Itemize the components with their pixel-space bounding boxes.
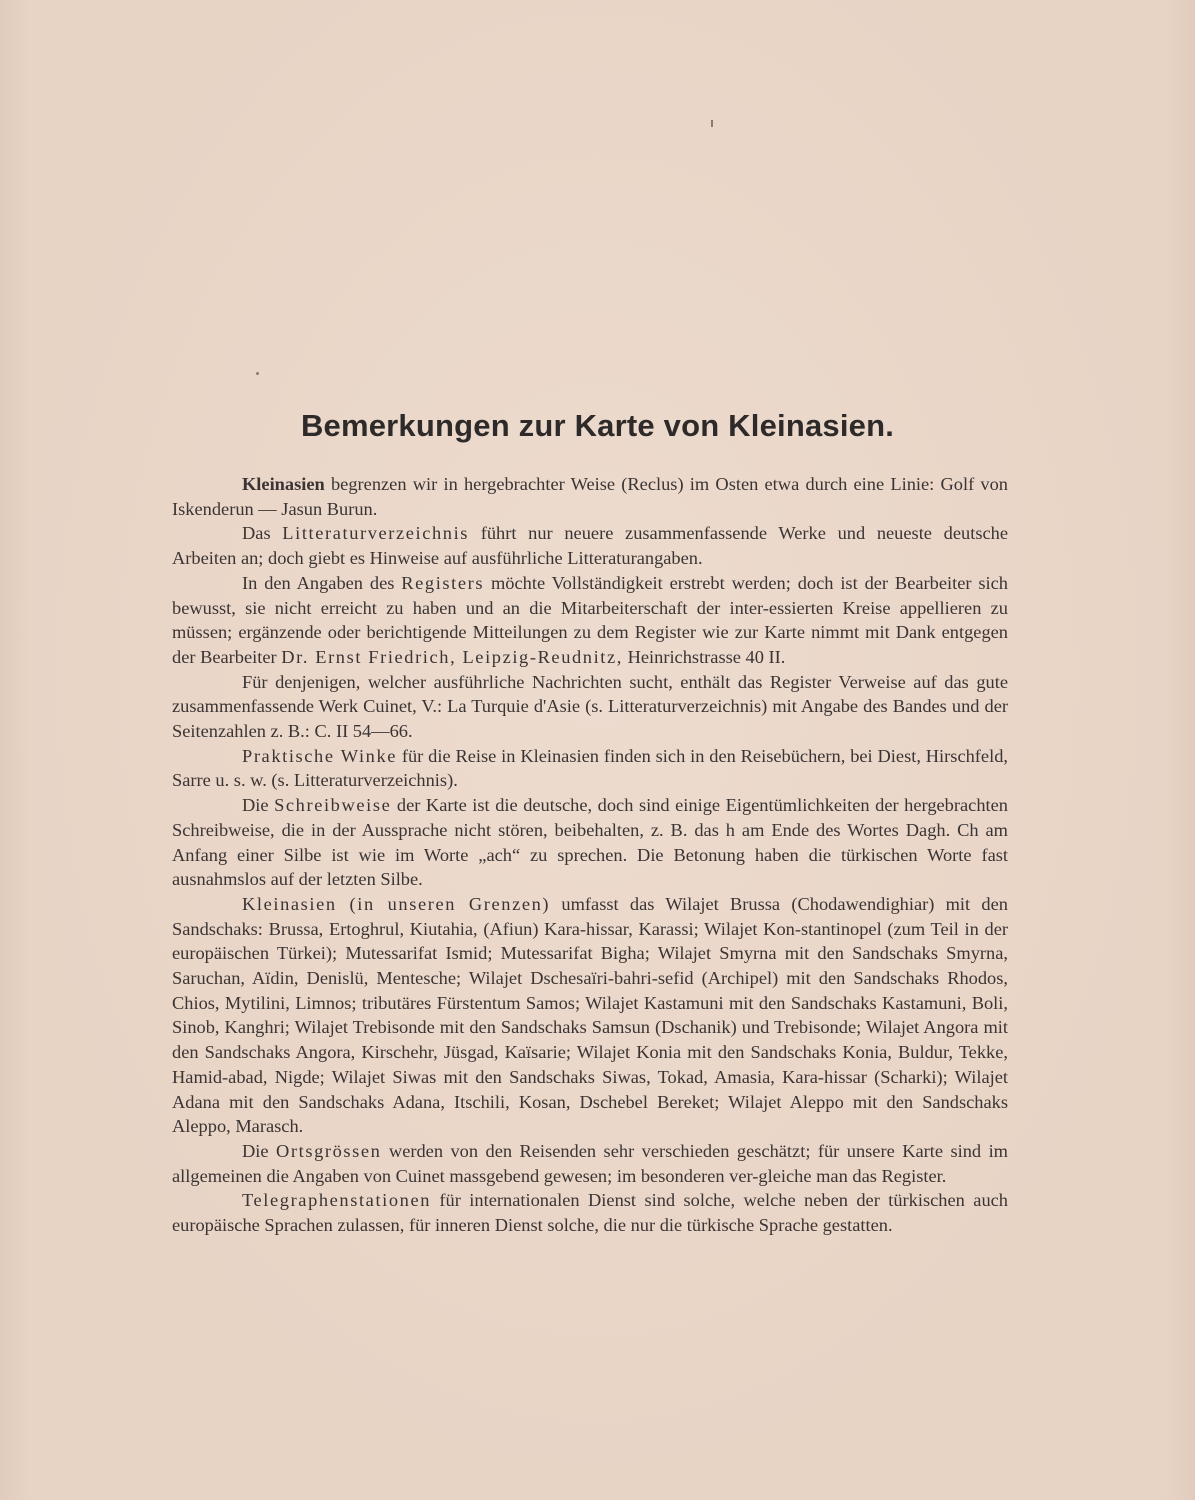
paragraph-text: Das — [242, 523, 283, 544]
document-body — [172, 472, 1008, 1238]
page-title: Bemerkungen zur Karte von Kleinasien. — [300, 408, 895, 443]
paragraph-text: führt nur neuere zusammenfassende Werke und neueste deutsche Arbeiten an; doch giebt es Hinweise auf ausführliche Litteraturangaben. — [172, 523, 1008, 569]
paragraph-text: Heinrichstrasse 40 II. — [622, 646, 786, 667]
paragraph-text: Die — [242, 1140, 276, 1161]
body-paragraph — [172, 670, 1008, 744]
paragraph-text: begrenzen wir in hergebrachter Weise (Reclus) im Osten etwa durch eine Linie: Golf von Iskenderun — Jasun Burun. — [172, 474, 1008, 519]
ink-speck — [711, 120, 713, 127]
paragraph-text: Für denjenigen, welcher ausführliche Nachrichten sucht, enthält das Register Verweise auf das gute zusammenfassende Werk Cuinet, V.: La Turquie d'Asie (s. Litteraturverzeichnis) mit Angabe des Bandes und der Seitenzahlen z. B.: C. II 54—66. — [172, 671, 1008, 742]
body-paragraph — [172, 892, 1008, 1139]
paragraph-lead: Kleinasien — [242, 474, 325, 494]
emphasized-term: Praktische Winke — [242, 745, 398, 766]
paragraph-text: umfasst das Wilajet Brussa (Chodawendighiar) mit den Sandschaks: Brussa, Ertoghrul, Kiutahia, (Afiun) Kara-hissar, Karassi; Wilajet Kon-stantinopel (zum Teil in der europäischen Türkei); Mutessarifat Ismid; Mutessarifat Bigha; Wilajet Smyrna mit den Sandschaks Smyrna, Saruchan, Aïdin, Denislü, Mentesche; Wilajet Dschesaïri-bahri-sefid (Archipel) mit den Sandschaks Rhodos, Chios, Mytilini, Limnos; tributäres Fürstentum Samos; Wilajet Kastamuni mit den Sandschaks Kastamuni, Boli, Sinob, Kanghri; Wilajet Trebisonde mit den Sandschaks Samsun (Dschanik) und Trebisonde; Wilajet Angora mit den Sandschaks Angora, Kirschehr, Jüsgad, Kaïsarie; Wilajet Konia mit den Sandschaks Konia, Buldur, Tekke, Hamid-abad, Nigde; Wilajet Siwas mit den Sandschaks Siwas, Tokad, Amasia, Kara-hissar (Scharki); Wilajet Adana mit den Sandschaks Adana, Itschili, Kosan, Dschebel Bereket; Wilajet Aleppo mit den Sandschaks Aleppo, Marasch. — [172, 893, 1008, 1137]
paragraph-text: der Karte ist die deutsche, doch sind einige Eigentümlichkeiten der hergebrachten Schreibweise, die in der Aussprache nicht stören, beibehalten, z. B. das h am Ende des Wortes Dagh. Ch am Anfang einer Silbe ist wie im Worte „ach“ zu sprechen. Die Betonung haben die türkischen Worte fast ausnahmslos auf der letzten Silbe. — [172, 795, 1008, 890]
body-paragraph — [172, 744, 1008, 793]
paragraph-text: möchte Vollständigkeit erstrebt werden; doch ist der Bearbeiter sich bewusst, sie nicht erreicht zu haben und an die Mitarbeiterschaft der inter-essierten Kreise appellieren zu müssen; ergänzende oder berichtigende Mitteilungen zu dem Register wie zur Karte nimmt mit Dank entgegen der Bearbeiter — [172, 572, 1009, 667]
emphasized-term: Litteraturverzeichnis — [282, 523, 470, 544]
paragraph-text: für internationalen Dienst sind solche, welche neben der türkischen auch europäische Sprachen zulassen, für inneren Dienst solche, die nur die türkische Sprache gestatten. — [172, 1190, 1008, 1236]
emphasized-term: Kleinasien (in unseren Grenzen) — [242, 893, 551, 914]
body-paragraph — [172, 472, 1008, 521]
body-paragraph — [172, 793, 1008, 892]
ink-speck — [256, 372, 259, 375]
paragraph-text: Die — [242, 795, 275, 816]
body-paragraph — [172, 1188, 1008, 1237]
body-paragraph — [172, 1139, 1008, 1188]
paragraph-text: werden von den Reisenden sehr verschieden geschätzt; für unsere Karte sind im allgemeinen die Angaben von Cuinet massgebend gewesen; im besonderen ver-gleiche man das Register. — [172, 1140, 1008, 1186]
emphasized-term: Ortsgrössen — [276, 1140, 382, 1161]
paragraph-text: In den Angaben des — [242, 572, 402, 593]
emphasized-term: Dr. Ernst Friedrich, Leipzig-Reudnitz, — [281, 646, 623, 667]
paragraph-text: für die Reise in Kleinasien finden sich in den Reisebüchern, bei Diest, Hirschfeld, Sarre u. s. w. (s. Litteraturverzeichnis). — [172, 745, 1008, 791]
emphasized-term: Schreibweise — [274, 795, 392, 816]
body-paragraph — [172, 571, 1008, 670]
emphasized-term: Registers — [401, 572, 485, 593]
body-paragraph — [172, 521, 1008, 570]
emphasized-term: Telegraphenstationen — [242, 1190, 432, 1211]
